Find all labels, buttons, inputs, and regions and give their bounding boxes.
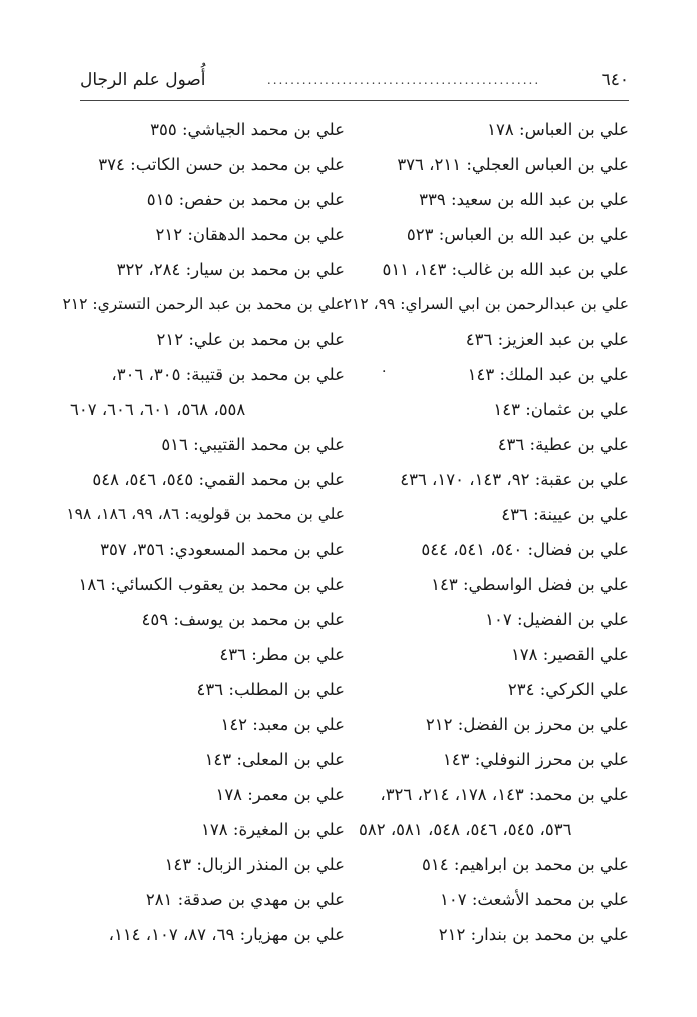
index-entry: علي بن المعلى: ١٤٣ — [204, 750, 345, 769]
book-title: أُصول علم الرجال — [80, 70, 206, 90]
index-entry: علي بن محمد بن حفص: ٥١٥ — [146, 190, 345, 209]
index-entry: علي بن عبد الله بن العباس: ٥٢٣ — [406, 225, 629, 244]
index-entry: علي بن عقبة: ٩٢، ١٤٣، ١٧٠، ٤٣٦ — [400, 470, 629, 489]
index-column-right — [343, 112, 629, 952]
index-entry: علي بن محمد الأشعث: ١٠٧ — [439, 890, 629, 909]
index-column-left — [62, 112, 345, 952]
index-entry: علي بن معبد: ١٤٢ — [220, 715, 345, 734]
index-entry: علي بن المطلب: ٤٣٦ — [196, 680, 345, 699]
index-entry: علي بن عثمان: ١٤٣ — [493, 400, 629, 419]
index-entry: علي بن عبد الله بن سعيد: ٣٣٩ — [419, 190, 629, 209]
index-entry: علي بن عبدالرحمن بن ابي السراي: ٩٩، ٢١٢ — [343, 295, 629, 313]
index-entry: علي بن محمد بن عبد الرحمن التستري: ٢١٢ — [62, 295, 345, 313]
index-entry: علي بن المنذر الزبال: ١٤٣ — [164, 855, 345, 874]
index-entry: علي الكركي: ٢٣٤ — [507, 680, 629, 699]
index-entry: علي بن محمد بن يوسف: ٤٥٩ — [141, 610, 345, 629]
index-entry: علي بن محمد بن قتيبة: ٣٠٥، ٣٠٦، — [111, 365, 345, 384]
index-entry: علي بن محمد الدهقان: ٢١٢ — [155, 225, 345, 244]
index-entry: علي بن عبد الملك: ١٤٣ — [467, 365, 629, 384]
index-entry: علي بن محمد القمي: ٥٤٥، ٥٤٦، ٥٤٨ — [92, 470, 345, 489]
index-entry: علي بن فضال: ٥٤٠، ٥٤١، ٥٤٤ — [421, 540, 629, 559]
index-entry: علي بن محمد بن سيار: ٢٨٤، ٣٢٢ — [116, 260, 345, 279]
index-entry: علي بن محرز بن الفضل: ٢١٢ — [425, 715, 629, 734]
index-columns — [62, 112, 629, 952]
index-entry: علي بن محمد بن بندار: ٢١٢ — [438, 925, 629, 944]
index-entry: علي بن محمد المسعودي: ٣٥٦، ٣٥٧ — [100, 540, 345, 559]
index-entry: علي بن محمد القتيبي: ٥١٦ — [161, 435, 345, 454]
index-entry: علي بن عطية: ٤٣٦ — [497, 435, 629, 454]
index-entry-continuation: ٥٥٨، ٥٦٨، ٦٠١، ٦٠٦، ٦٠٧ — [70, 400, 246, 419]
index-entry: علي بن عبد الله بن غالب: ١٤٣، ٥١١ — [382, 260, 629, 279]
index-entry: علي بن عبد العزيز: ٤٣٦ — [465, 330, 629, 349]
index-entry: علي بن مطر: ٤٣٦ — [219, 645, 345, 664]
index-entry: علي القصير: ١٧٨ — [510, 645, 629, 664]
index-entry: علي بن المغيرة: ١٧٨ — [201, 820, 345, 839]
index-entry: علي بن العباس العجلي: ٢١١، ٣٧٦ — [397, 155, 629, 174]
index-entry: علي بن محمد بن قولويه: ٨٦، ٩٩، ١٨٦، ١٩٨ — [66, 505, 345, 523]
index-entry: علي بن محمد بن علي: ٢١٢ — [156, 330, 345, 349]
index-entry: علي بن محمد بن حسن الكاتب: ٣٧٤ — [98, 155, 345, 174]
index-entry: علي بن محرز النوفلي: ١٤٣ — [442, 750, 629, 769]
header-leader-dots: ............................................... — [266, 73, 541, 87]
index-entry: علي بن الفضيل: ١٠٧ — [485, 610, 629, 629]
index-entry: علي بن مهدي بن صدقة: ٢٨١ — [145, 890, 345, 909]
index-entry: علي بن محمد بن ابراهيم: ٥١٤ — [422, 855, 629, 874]
header-rule — [80, 100, 629, 101]
index-entry: علي بن محمد الجياشي: ٣٥٥ — [150, 120, 345, 139]
index-entry: علي بن فضل الواسطي: ١٤٣ — [431, 575, 629, 594]
index-entry: علي بن مهزيار: ٦٩، ٨٧، ١٠٧، ١١٤، — [108, 925, 345, 944]
index-entry: علي بن عيينة: ٤٣٦ — [501, 505, 629, 524]
running-header — [80, 64, 629, 96]
index-entry: علي بن محمد: ١٤٣، ١٧٨، ٢١٤، ٣٢٦، — [380, 785, 629, 804]
index-entry: علي بن معمر: ١٧٨ — [215, 785, 345, 804]
page-number: ٦٤٠ — [601, 70, 629, 90]
index-entry: علي بن العباس: ١٧٨ — [487, 120, 629, 139]
index-entry-continuation: ٥٣٦، ٥٤٥، ٥٤٦، ٥٤٨، ٥٨١، ٥٨٢ — [359, 820, 572, 839]
stray-mark: . — [382, 360, 387, 376]
index-entry: علي بن محمد بن يعقوب الكسائي: ١٨٦ — [78, 575, 345, 594]
